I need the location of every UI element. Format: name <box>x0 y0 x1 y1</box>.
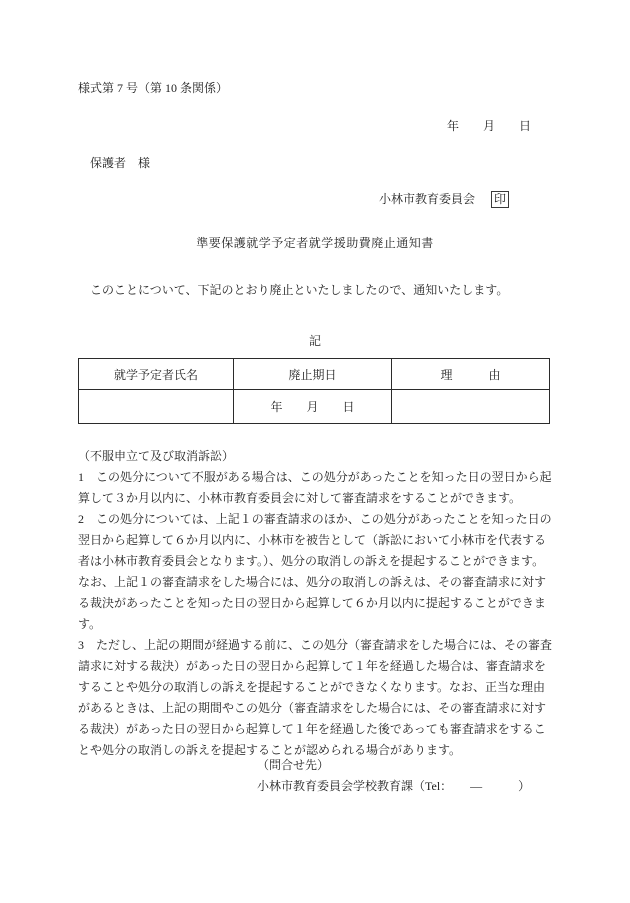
issuer-line <box>379 190 509 208</box>
cell-abolition-date: 年 月 日 <box>234 390 392 424</box>
header-student-name: 就学予定者氏名 <box>79 359 234 390</box>
header-abolition-date: 廃止期日 <box>234 359 392 390</box>
legal-line: があるときは、上記の期間やこの処分（審査請求をした場合には、その審査請求に対す <box>78 701 547 715</box>
form-number: 様式第 7 号（第 10 条関係） <box>78 81 229 95</box>
notice-table <box>78 358 550 424</box>
legal-line: 算して３か月以内に、小林市教育委員会に対して審査請求をすることができます。 <box>78 491 522 505</box>
legal-line: 3 ただし、上記の期間が経過する前に、この処分（審査請求をした場合には、その審査 <box>78 638 553 652</box>
record-marker: 記 <box>308 334 321 348</box>
body-sentence: このことについて、下記のとおり廃止といたしましたので、通知いたします。 <box>78 283 509 297</box>
table-data-row <box>79 390 550 424</box>
legal-line: なお、上記１の審査請求をした場合には、処分の取消しの訴えは、その審査請求に対す <box>78 575 547 589</box>
issuer-name: 小林市教育委員会 <box>379 192 476 206</box>
legal-section-heading: （不服申立て及び取消訴訟） <box>78 449 235 463</box>
contact-line: 小林市教育委員会学校教育課（Tel： — ） <box>257 779 531 793</box>
issue-date-placeholder: 年 月 日 <box>447 119 532 133</box>
legal-line: 2 この処分については、上記１の審査請求のほか、この処分があったことを知った日の <box>78 512 552 526</box>
header-reason: 理 由 <box>392 359 550 390</box>
cell-reason <box>392 390 550 424</box>
seal-stamp-box: 印 <box>491 191 509 208</box>
legal-line: とや処分の取消しの訴えを提起することが認められる場合があります。 <box>78 743 462 757</box>
contact-label: （問合せ先） <box>257 758 330 772</box>
legal-line: 1 この処分について不服がある場合は、この処分があったことを知った日の翌日から起 <box>78 470 552 484</box>
table-header-row <box>79 359 550 390</box>
legal-line: す。 <box>78 617 102 631</box>
legal-notes-block <box>78 446 552 761</box>
legal-line: る裁決があったことを知った日の翌日から起算して６か月以内に提起することができま <box>78 596 546 610</box>
cell-student-name <box>79 390 234 424</box>
recipient-line: 保護者 様 <box>90 156 151 170</box>
legal-line: る裁決）があった日の翌日から起算して１年を経過した後であっても審査請求をするこ <box>78 722 546 736</box>
legal-line: 請求に対する裁決）があった日の翌日から起算して１年を経過した場合は、審査請求を <box>78 659 546 673</box>
legal-line: 者は小林市教育委員会となります。）、処分の取消しの訴えを提起することができます。 <box>78 554 545 568</box>
document-title: 準要保護就学予定者就学援助費廃止通知書 <box>196 236 434 250</box>
legal-line: することや処分の取消しの訴えを提起することができなくなります。なお、正当な理由 <box>78 680 546 694</box>
legal-line: 翌日から起算して６か月以内に、小林市を被告として（訴訟において小林市を代表する <box>78 533 547 547</box>
